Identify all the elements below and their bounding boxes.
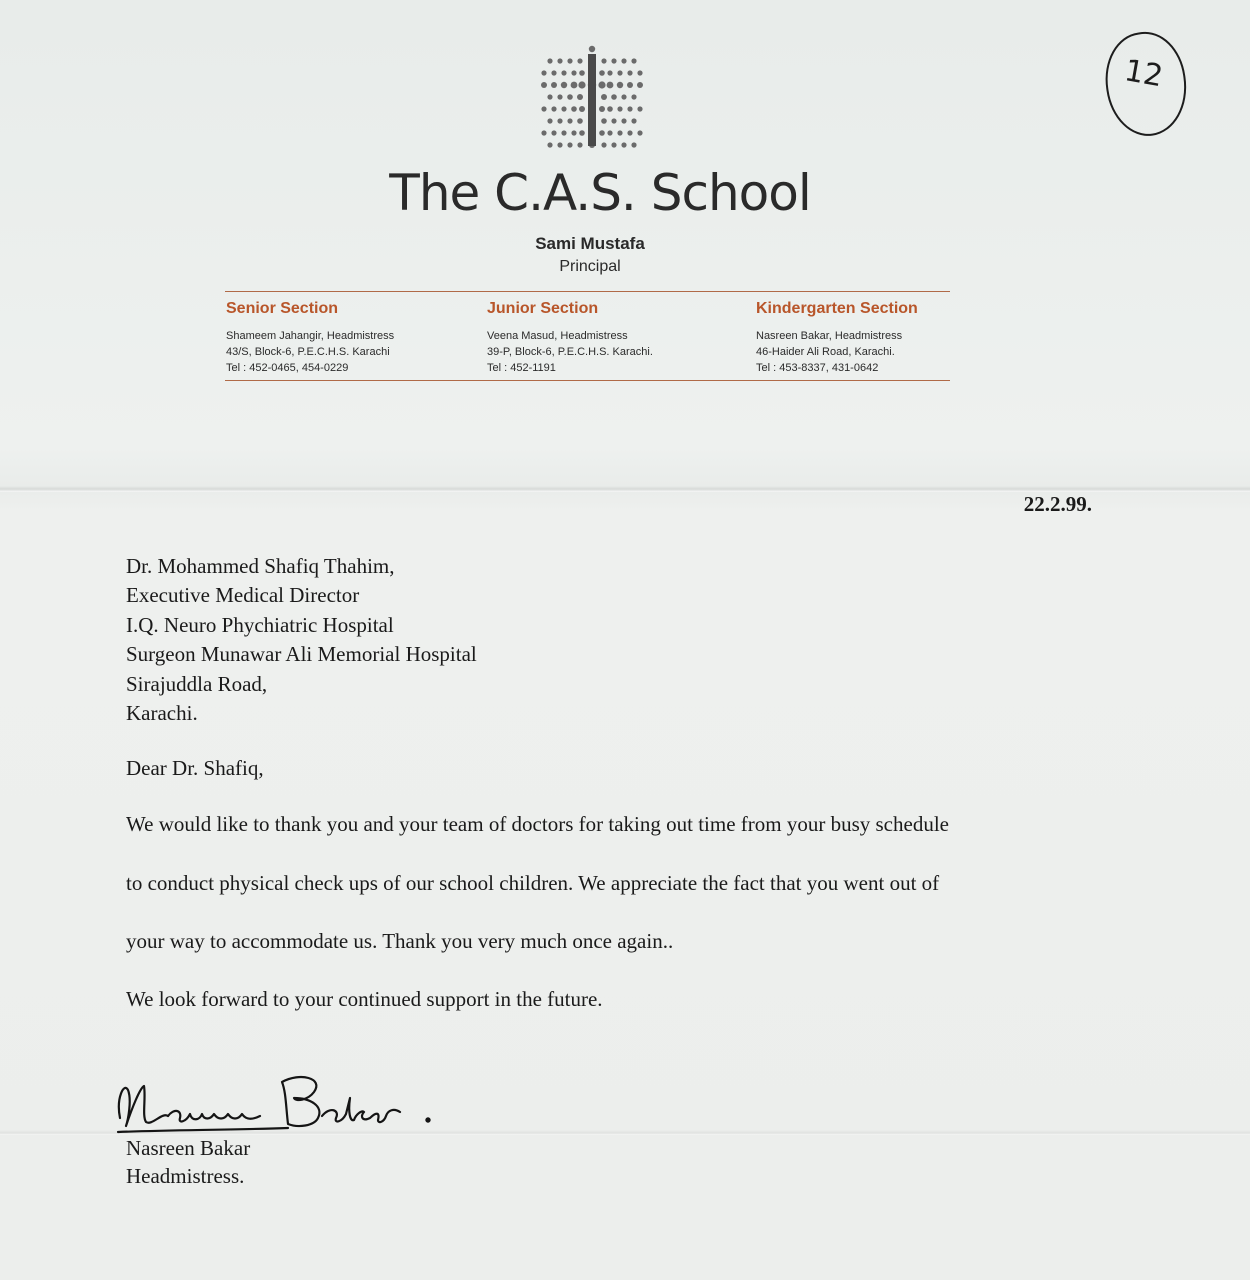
school-logo [536, 44, 648, 158]
principal-name: Sami Mustafa [535, 234, 645, 253]
recipient-line: Executive Medical Director [126, 583, 360, 608]
body-paragraph-line: We would like to thank you and your team of doctors for taking out time from your busy schedule [126, 812, 949, 836]
recipient-line: Karachi. [126, 701, 198, 726]
kindergarten-section [756, 300, 918, 376]
section-tel: Tel : 452-0465, 454-0229 [226, 362, 349, 374]
body-paragraph-line: your way to accommodate us. Thank you very much once again.. [126, 929, 674, 953]
senior-section [226, 300, 394, 376]
recipient-line: I.Q. Neuro Phychiatric Hospital [126, 612, 394, 637]
body-paragraph-line: to conduct physical check ups of our school children. We appreciate the fact that you went out of [126, 871, 940, 895]
page-number: 12 [1121, 53, 1166, 95]
recipient-line: Surgeon Munawar Ali Memorial Hospital [126, 642, 477, 667]
section-address: 46-Haider Ali Road, Karachi. [756, 346, 895, 358]
recipient-line: Sirajuddla Road, [126, 671, 268, 696]
section-title: Junior Section [487, 300, 599, 317]
letterhead-top-rule [225, 291, 950, 292]
section-address: 43/S, Block-6, P.E.C.H.S. Karachi [226, 346, 390, 358]
letter-date: 22.2.99. [1023, 492, 1092, 516]
page-number-circle [1099, 27, 1193, 141]
section-head: Shameem Jahangir, Headmistress [226, 330, 395, 342]
section-title: Kindergarten Section [756, 300, 918, 317]
section-head: Veena Masud, Headmistress [487, 330, 628, 342]
recipient-address [126, 552, 477, 728]
section-tel: Tel : 452-1191 [487, 362, 556, 374]
principal-title: Principal [559, 258, 621, 275]
body-paragraph-line: We look forward to your continued support in the future. [126, 987, 603, 1011]
signer-name: Nasreen Bakar [126, 1136, 251, 1160]
school-name: The C.A.S. School [389, 164, 811, 222]
section-title: Senior Section [226, 300, 339, 317]
section-address: 39-P, Block-6, P.E.C.H.S. Karachi. [487, 346, 653, 358]
salutation: Dear Dr. Shafiq, [126, 756, 264, 780]
section-tel: Tel : 453-8337, 431-0642 [756, 362, 879, 374]
signer-title: Headmistress. [126, 1164, 245, 1188]
junior-section [487, 300, 653, 376]
letterhead-bottom-rule [225, 380, 950, 381]
section-head: Nasreen Bakar, Headmistress [756, 330, 903, 342]
recipient-line: Dr. Mohammed Shafiq Thahim, [126, 554, 395, 578]
